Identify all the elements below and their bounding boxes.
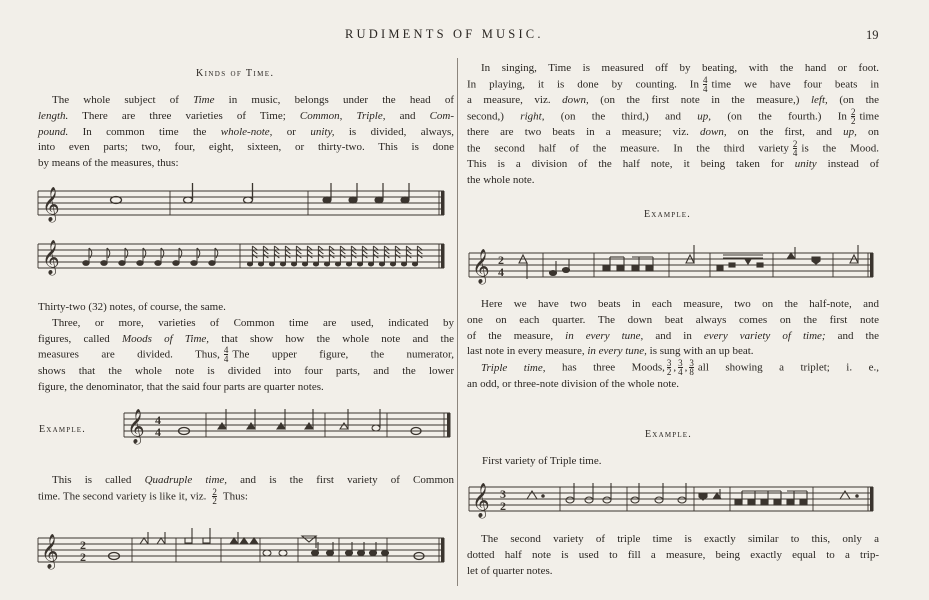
text-line: one on each quarter. The down beat always comes on the first note (467, 313, 879, 326)
quarter-note (323, 197, 331, 203)
text-line: there are two beats in a measure; viz. down, on the first, and up, on (467, 126, 880, 139)
time-signature-denominator: 4 (498, 265, 504, 279)
mood-fraction-3-4: $\frac{3}{4}$ (678, 358, 683, 378)
right-paragraph-3 (482, 454, 782, 470)
svg-text:𝄞: 𝄞 (127, 410, 145, 443)
text-line: figure, the denominator, that the said four parts are quarter notes. (38, 380, 324, 393)
example-label: Example. (645, 429, 692, 440)
left-paragraph-1 (38, 93, 454, 172)
text-line: into even parts; two, four, eight, sixteen, or thirty-two. This is done (38, 141, 454, 154)
text-line: the second half of the measure. In the third variety $\frac{2}{4}$ is the Mood. (467, 139, 879, 159)
mood-fraction-3-2: $\frac{3}{2}$ (666, 358, 672, 378)
music-staff-triple-example (467, 479, 881, 519)
text-line: The whole subject of Time in music, belongs under the head of (52, 94, 454, 106)
text-line: Thirty-two (32) notes, of course, the same. (38, 301, 226, 313)
right-paragraph-1 (467, 61, 879, 189)
mood-fraction-2-2: $\frac{2}{2}$ (212, 486, 217, 506)
svg-text:𝄞: 𝄞 (42, 241, 60, 274)
music-staff-two-four-example (467, 245, 881, 285)
time-signature-denominator: 2 (500, 499, 506, 513)
example-label: Example. (39, 424, 86, 435)
text-line: First variety of Triple time. (482, 455, 602, 467)
half-shape-notes (340, 409, 380, 431)
running-head: RUDIMENTS OF MUSIC. (345, 27, 544, 41)
example-label: Example. (644, 209, 691, 220)
music-staff-duple-example (36, 530, 452, 570)
mood-fraction-2-2: $\frac{2}{2}$ (850, 106, 856, 126)
time-signature-numerator: 2 (80, 538, 86, 552)
text-line: time. The second variety is like it, viz. $\frac{2}{2}$ Thus: (38, 486, 248, 506)
text-line: measures are divided. Thus, $\frac{4}{4}$ The upper figure, the numerator, (38, 345, 454, 365)
svg-text:𝄞: 𝄞 (472, 484, 490, 517)
text-line: of the measure, in every tune, and in every variety of time; and the (467, 329, 879, 342)
text-line: a measure, viz. down, (on the first note in the measure,) left, (on the (467, 94, 880, 107)
left-paragraph-2 (38, 300, 454, 395)
text-line: let of quarter notes. (467, 564, 553, 577)
whole-note (111, 197, 122, 204)
quarter-note (349, 197, 357, 203)
quarter-note (401, 197, 409, 203)
right-paragraph-2 (467, 297, 879, 392)
section-heading: Kinds of Time. (196, 68, 275, 79)
text-line: Here we have two beats in each measure, two on the half-note, and (481, 298, 879, 310)
text-line: figures, called Moods of Time, that show how the whole note and the (38, 332, 454, 345)
svg-text:𝄞: 𝄞 (41, 535, 59, 568)
music-staff-whole-half-quarter (36, 183, 452, 223)
text-line: pound. In common time the whole-note, or unity, is divided, always, (38, 125, 454, 138)
right-paragraph-4 (467, 532, 879, 579)
time-signature-denominator: 2 (80, 550, 86, 564)
text-line: last note in every measure, in every tune, is sung with an up beat. (467, 345, 754, 358)
text-line: length. There are three varieties of Time; Common, Triple, and Com- (38, 109, 455, 122)
text-line: In singing, Time is measured off by beating, with the hand or foot. (481, 62, 879, 74)
half-note (244, 197, 253, 203)
column-divider (457, 58, 458, 586)
half-note (184, 197, 193, 203)
time-signature-numerator: 4 (155, 413, 161, 427)
music-staff-quadruple-example (122, 405, 456, 445)
text-line: Triple time, has three Moods, $\frac{3}{2}$ , $\frac{3}{4}$ , $\frac{3}{8}$ all showing a triplet; i. e., (481, 358, 879, 378)
music-staff-eighths-thirty-seconds (36, 236, 452, 276)
left-paragraph-3 (38, 473, 454, 505)
text-line: The second variety of triple time is exactly similar to this, only a (481, 533, 879, 545)
quarter-note (375, 197, 383, 203)
svg-text:𝄞: 𝄞 (472, 250, 490, 283)
text-line: by means of the measures, thus: (38, 157, 179, 170)
text-line: the whole note. (467, 174, 535, 187)
mood-fraction-3-8: $\frac{3}{8}$ (689, 358, 694, 378)
eighth-notes-group (83, 248, 218, 265)
notes-group (111, 183, 253, 204)
text-line: This is called Quadruple time, and is the first variety of Common (52, 474, 455, 486)
text-line: an odd, or three-note division of the whole note. (467, 377, 680, 390)
quarter-notes-group (323, 183, 409, 203)
mood-fraction-4-4: $\frac{4}{4}$ (702, 74, 708, 94)
treble-clef-icon: 𝄞 (42, 188, 60, 221)
text-line: In playing, it is done by counting. In $\frac{4}{4}$ time we have four beats in (467, 74, 879, 94)
page-number: 19 (866, 28, 879, 42)
time-signature-denominator: 4 (155, 425, 161, 439)
text-line: shows that the whole note is divided into four parts, and the lower (38, 364, 454, 377)
text-line: dotted half note is used to fill a measure, being exactly equal to a trip- (467, 548, 879, 561)
text-line: This is a division of the half note, it being taken for unity instead of (467, 158, 879, 171)
text-line: Three, or more, varieties of Common time are used, indicated by (52, 316, 454, 329)
time-signature-numerator: 3 (500, 487, 506, 501)
mood-fraction-4-4: $\frac{4}{4}$ (223, 345, 229, 365)
time-signature-numerator: 2 (498, 253, 504, 267)
mood-fraction-2-4: $\frac{2}{4}$ (792, 139, 798, 159)
text-line: second,) right, (on the third,) and up, (on the fourth.) In $\frac{2}{2}$ time (467, 106, 879, 126)
